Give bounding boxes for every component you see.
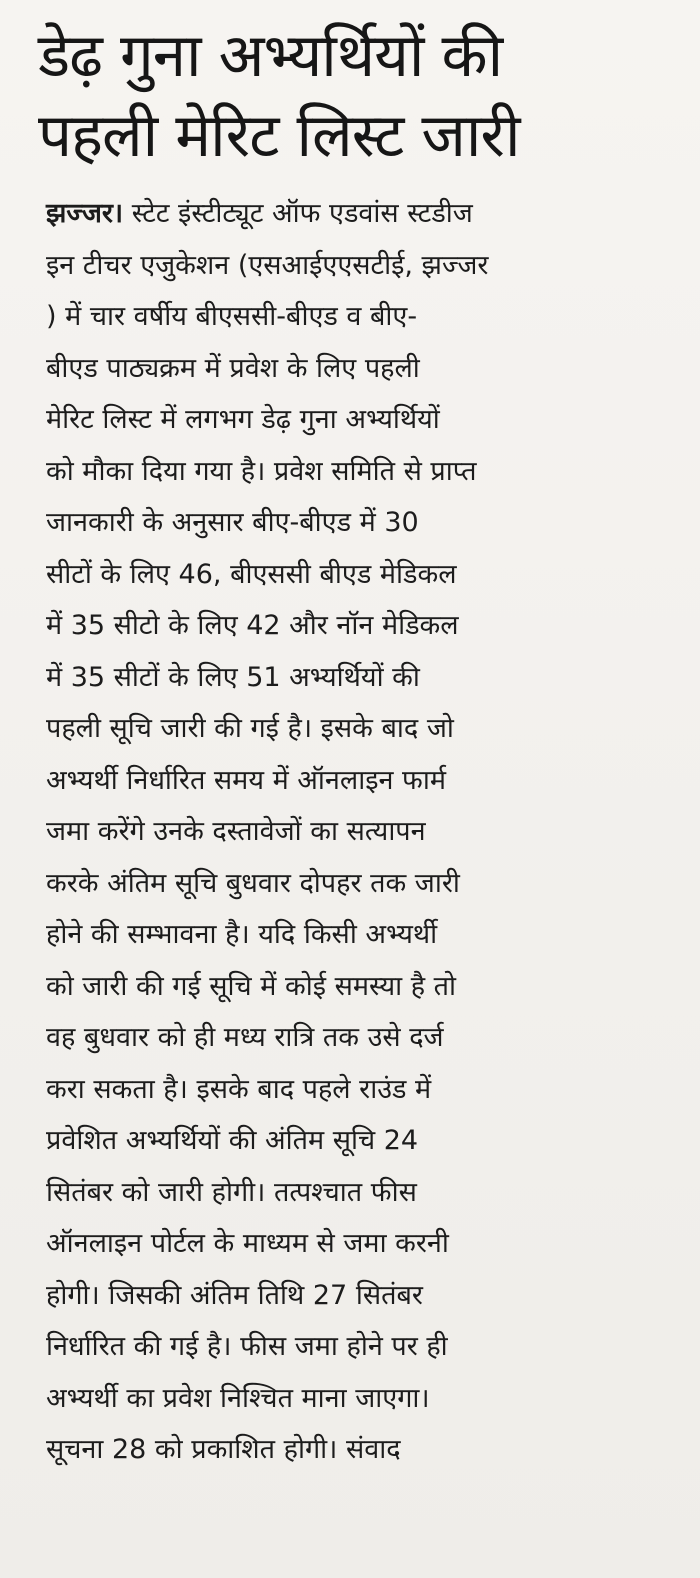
headline bbox=[38, 16, 678, 176]
body-line: सितंबर को जारी होगी। तत्पश्चात फीस bbox=[46, 1176, 417, 1208]
body-line-first bbox=[46, 188, 676, 240]
body-line: होगी। जिसकी अंतिम तिथि 27 सितंबर bbox=[46, 1279, 423, 1311]
body-line: करा सकता है। इसके बाद पहले राउंड में bbox=[46, 1073, 432, 1105]
body-line: जमा करेंगे उनके दस्तावेजों का सत्यापन bbox=[46, 816, 426, 847]
body-line: को जारी की गई सूचि में कोई समस्या है तो bbox=[46, 970, 457, 1002]
body-line: होने की सम्भावना है। यदि किसी अभ्यर्थी bbox=[46, 919, 438, 950]
body-line: सूचना 28 को प्रकाशित होगी। संवाद bbox=[46, 1434, 401, 1465]
body-line: प्रवेशित अभ्यर्थियों की अंतिम सूचि 24 bbox=[46, 1125, 419, 1156]
headline-line: डेढ़ गुना अभ्यर्थियों की bbox=[38, 21, 503, 91]
headline-line: पहली मेरिट लिस्ट जारी bbox=[38, 101, 520, 171]
body-line: में 35 सीटो के लिए 42 और नॉन मेडिकल bbox=[46, 610, 459, 641]
body-line: वह बुधवार को ही मध्य रात्रि तक उसे दर्ज bbox=[46, 1022, 444, 1053]
body-line: सीटों के लिए 46, बीएससी बीएड मेडिकल bbox=[46, 558, 457, 590]
body-line: मेरिट लिस्ट में लगभग डेढ़ गुना अभ्यर्थियों bbox=[46, 404, 440, 435]
body-line: में 35 सीटों के लिए 51 अभ्यर्थियों की bbox=[46, 661, 420, 693]
dateline: झज्जर। bbox=[46, 198, 124, 229]
body-line: पहली सूचि जारी की गई है। इसके बाद जो bbox=[46, 713, 454, 744]
body-line: जानकारी के अनुसार बीए-बीएड में 30 bbox=[46, 507, 419, 538]
article-body bbox=[46, 188, 676, 1476]
body-line-text: स्टेट इंस्टीट्यूट ऑफ एडवांस स्टडीज bbox=[123, 198, 473, 229]
body-line: ऑनलाइन पोर्टल के माध्यम से जमा करनी bbox=[46, 1228, 449, 1259]
body-line: अभ्यर्थी निर्धारित समय में ऑनलाइन फार्म bbox=[46, 764, 446, 796]
body-line: निर्धारित की गई है। फीस जमा होने पर ही bbox=[46, 1331, 448, 1362]
body-line: अभ्यर्थी का प्रवेश निश्चित माना जाएगा। bbox=[46, 1382, 430, 1414]
body-line: करके अंतिम सूचि बुधवार दोपहर तक जारी bbox=[46, 867, 460, 899]
body-line: इन टीचर एजुकेशन (एसआईएएसटीई, झज्जर bbox=[46, 249, 489, 281]
body-line: ) में चार वर्षीय बीएससी-बीएड व बीए- bbox=[46, 301, 418, 332]
body-line: बीएड पाठ्यक्रम में प्रवेश के लिए पहली bbox=[46, 352, 420, 384]
body-line: को मौका दिया गया है। प्रवेश समिति से प्राप्त bbox=[46, 455, 477, 487]
